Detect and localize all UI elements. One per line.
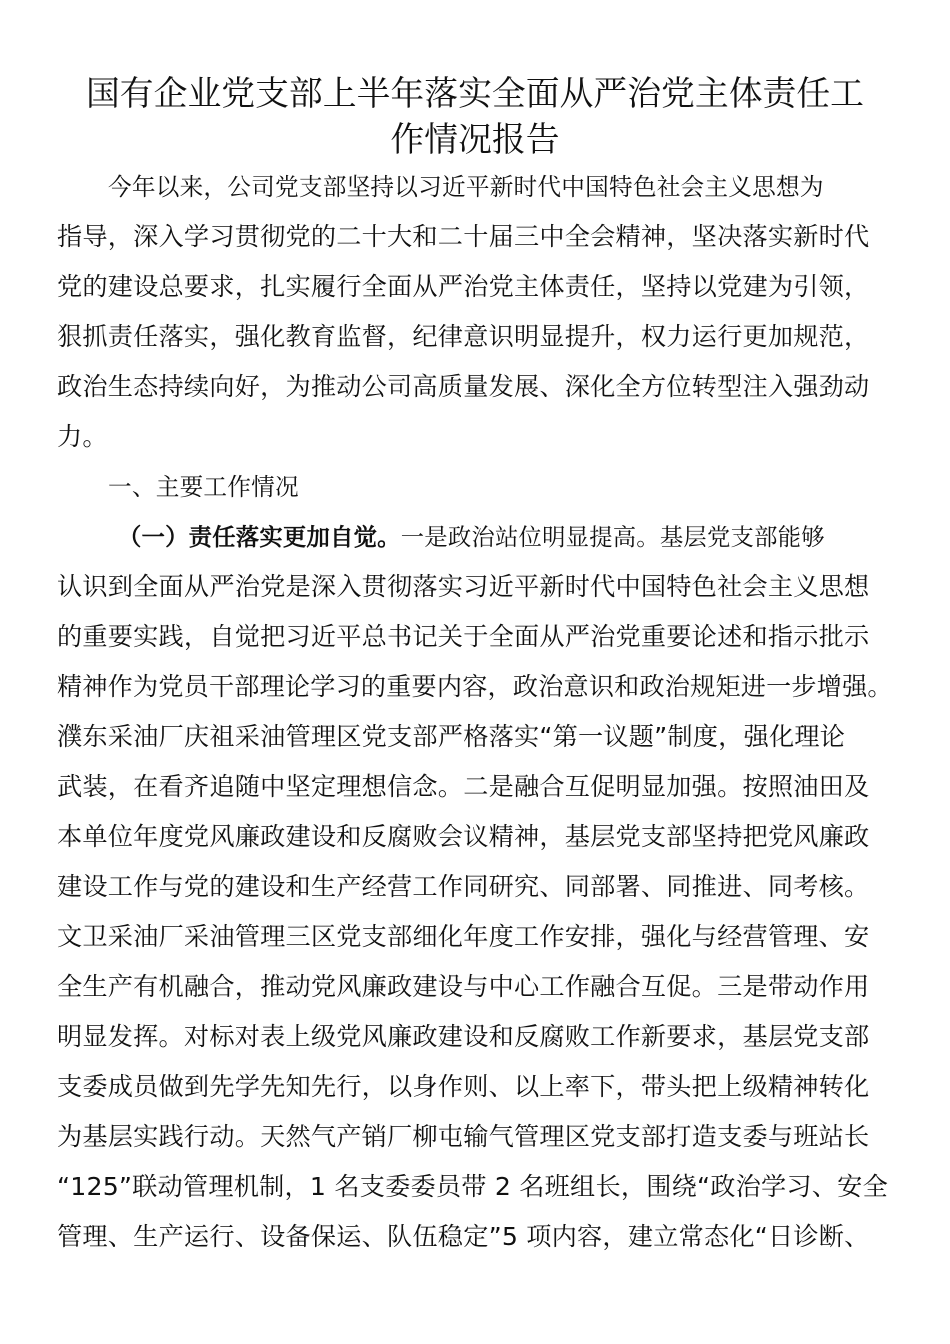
paragraph-line: 力。 bbox=[57, 422, 108, 451]
paragraph-line: 文卫采油厂采油管理三区党支部细化年度工作安排，强化与经营管理、安 bbox=[57, 922, 870, 951]
paragraph-line: 今年以来，公司党支部坚持以习近平新时代中国特色社会主义思想为 bbox=[108, 173, 824, 201]
paragraph-line: 精神作为党员干部理论学习的重要内容，政治意识和政治规矩进一步增强。 bbox=[57, 672, 893, 701]
paragraph-line: 建设工作与党的建设和生产经营工作同研究、同部署、同推进、同考核。 bbox=[57, 872, 870, 901]
paragraph-line: 本单位年度党风廉政建设和反腐败会议精神，基层党支部坚持把党风廉政 bbox=[57, 822, 870, 851]
paragraph-line bbox=[118, 520, 950, 554]
paragraph-line: 狠抓责任落实，强化教育监督，纪律意识明显提升，权力运行更加规范， bbox=[57, 322, 870, 351]
paragraph-line: 党的建设总要求，扎实履行全面从严治党主体责任，坚持以党建为引领， bbox=[57, 272, 870, 301]
paragraph-line: 武装，在看齐追随中坚定理想信念。二是融合互促明显加强。按照油田及 bbox=[57, 772, 870, 801]
document-title-line-1: 国有企业党支部上半年落实全面从严治党主体责任工 bbox=[85, 74, 865, 113]
paragraph-line: 管理、生产运行、设备保运、队伍稳定”5 项内容，建立常态化“日诊断、 bbox=[57, 1222, 870, 1251]
paragraph-line: 认识到全面从严治党是深入贯彻落实习近平新时代中国特色社会主义思想 bbox=[57, 572, 870, 601]
paragraph-line: 的重要实践，自觉把习近平总书记关于全面从严治党重要论述和指示批示 bbox=[57, 622, 870, 651]
paragraph-line: 为基层实践行动。天然气产销厂柳屯输气管理区党支部打造支委与班站长 bbox=[57, 1122, 870, 1151]
section-heading: 一、主要工作情况 bbox=[108, 473, 299, 501]
paragraph-line: 支委成员做到先学先知先行，以身作则、以上率下，带头把上级精神转化 bbox=[57, 1072, 870, 1101]
paragraph-line: 指导，深入学习贯彻党的二十大和二十届三中全会精神，坚决落实新时代 bbox=[57, 222, 870, 251]
paragraph-line: 明显发挥。对标对表上级党风廉政建设和反腐败工作新要求，基层党支部 bbox=[57, 1022, 870, 1051]
paragraph-line: 政治生态持续向好，为推动公司高质量发展、深化全方位转型注入强劲动 bbox=[57, 372, 870, 401]
paragraph-line: “125”联动管理机制，1 名支委委员带 2 名班组长，围绕“政治学习、安全 bbox=[57, 1172, 888, 1201]
paragraph-line: 全生产有机融合，推动党风廉政建设与中心工作融合互促。三是带动作用 bbox=[57, 972, 870, 1001]
paragraph-line: 濮东采油厂庆祖采油管理区党支部严格落实“第一议题”制度，强化理论 bbox=[57, 722, 846, 751]
paragraph-text: 一是政治站位明显提高。基层党支部能够 bbox=[400, 523, 825, 551]
subsection-heading: （一）责任落实更加自觉。 bbox=[118, 523, 401, 551]
document-title-line-2: 作情况报告 bbox=[390, 120, 560, 159]
